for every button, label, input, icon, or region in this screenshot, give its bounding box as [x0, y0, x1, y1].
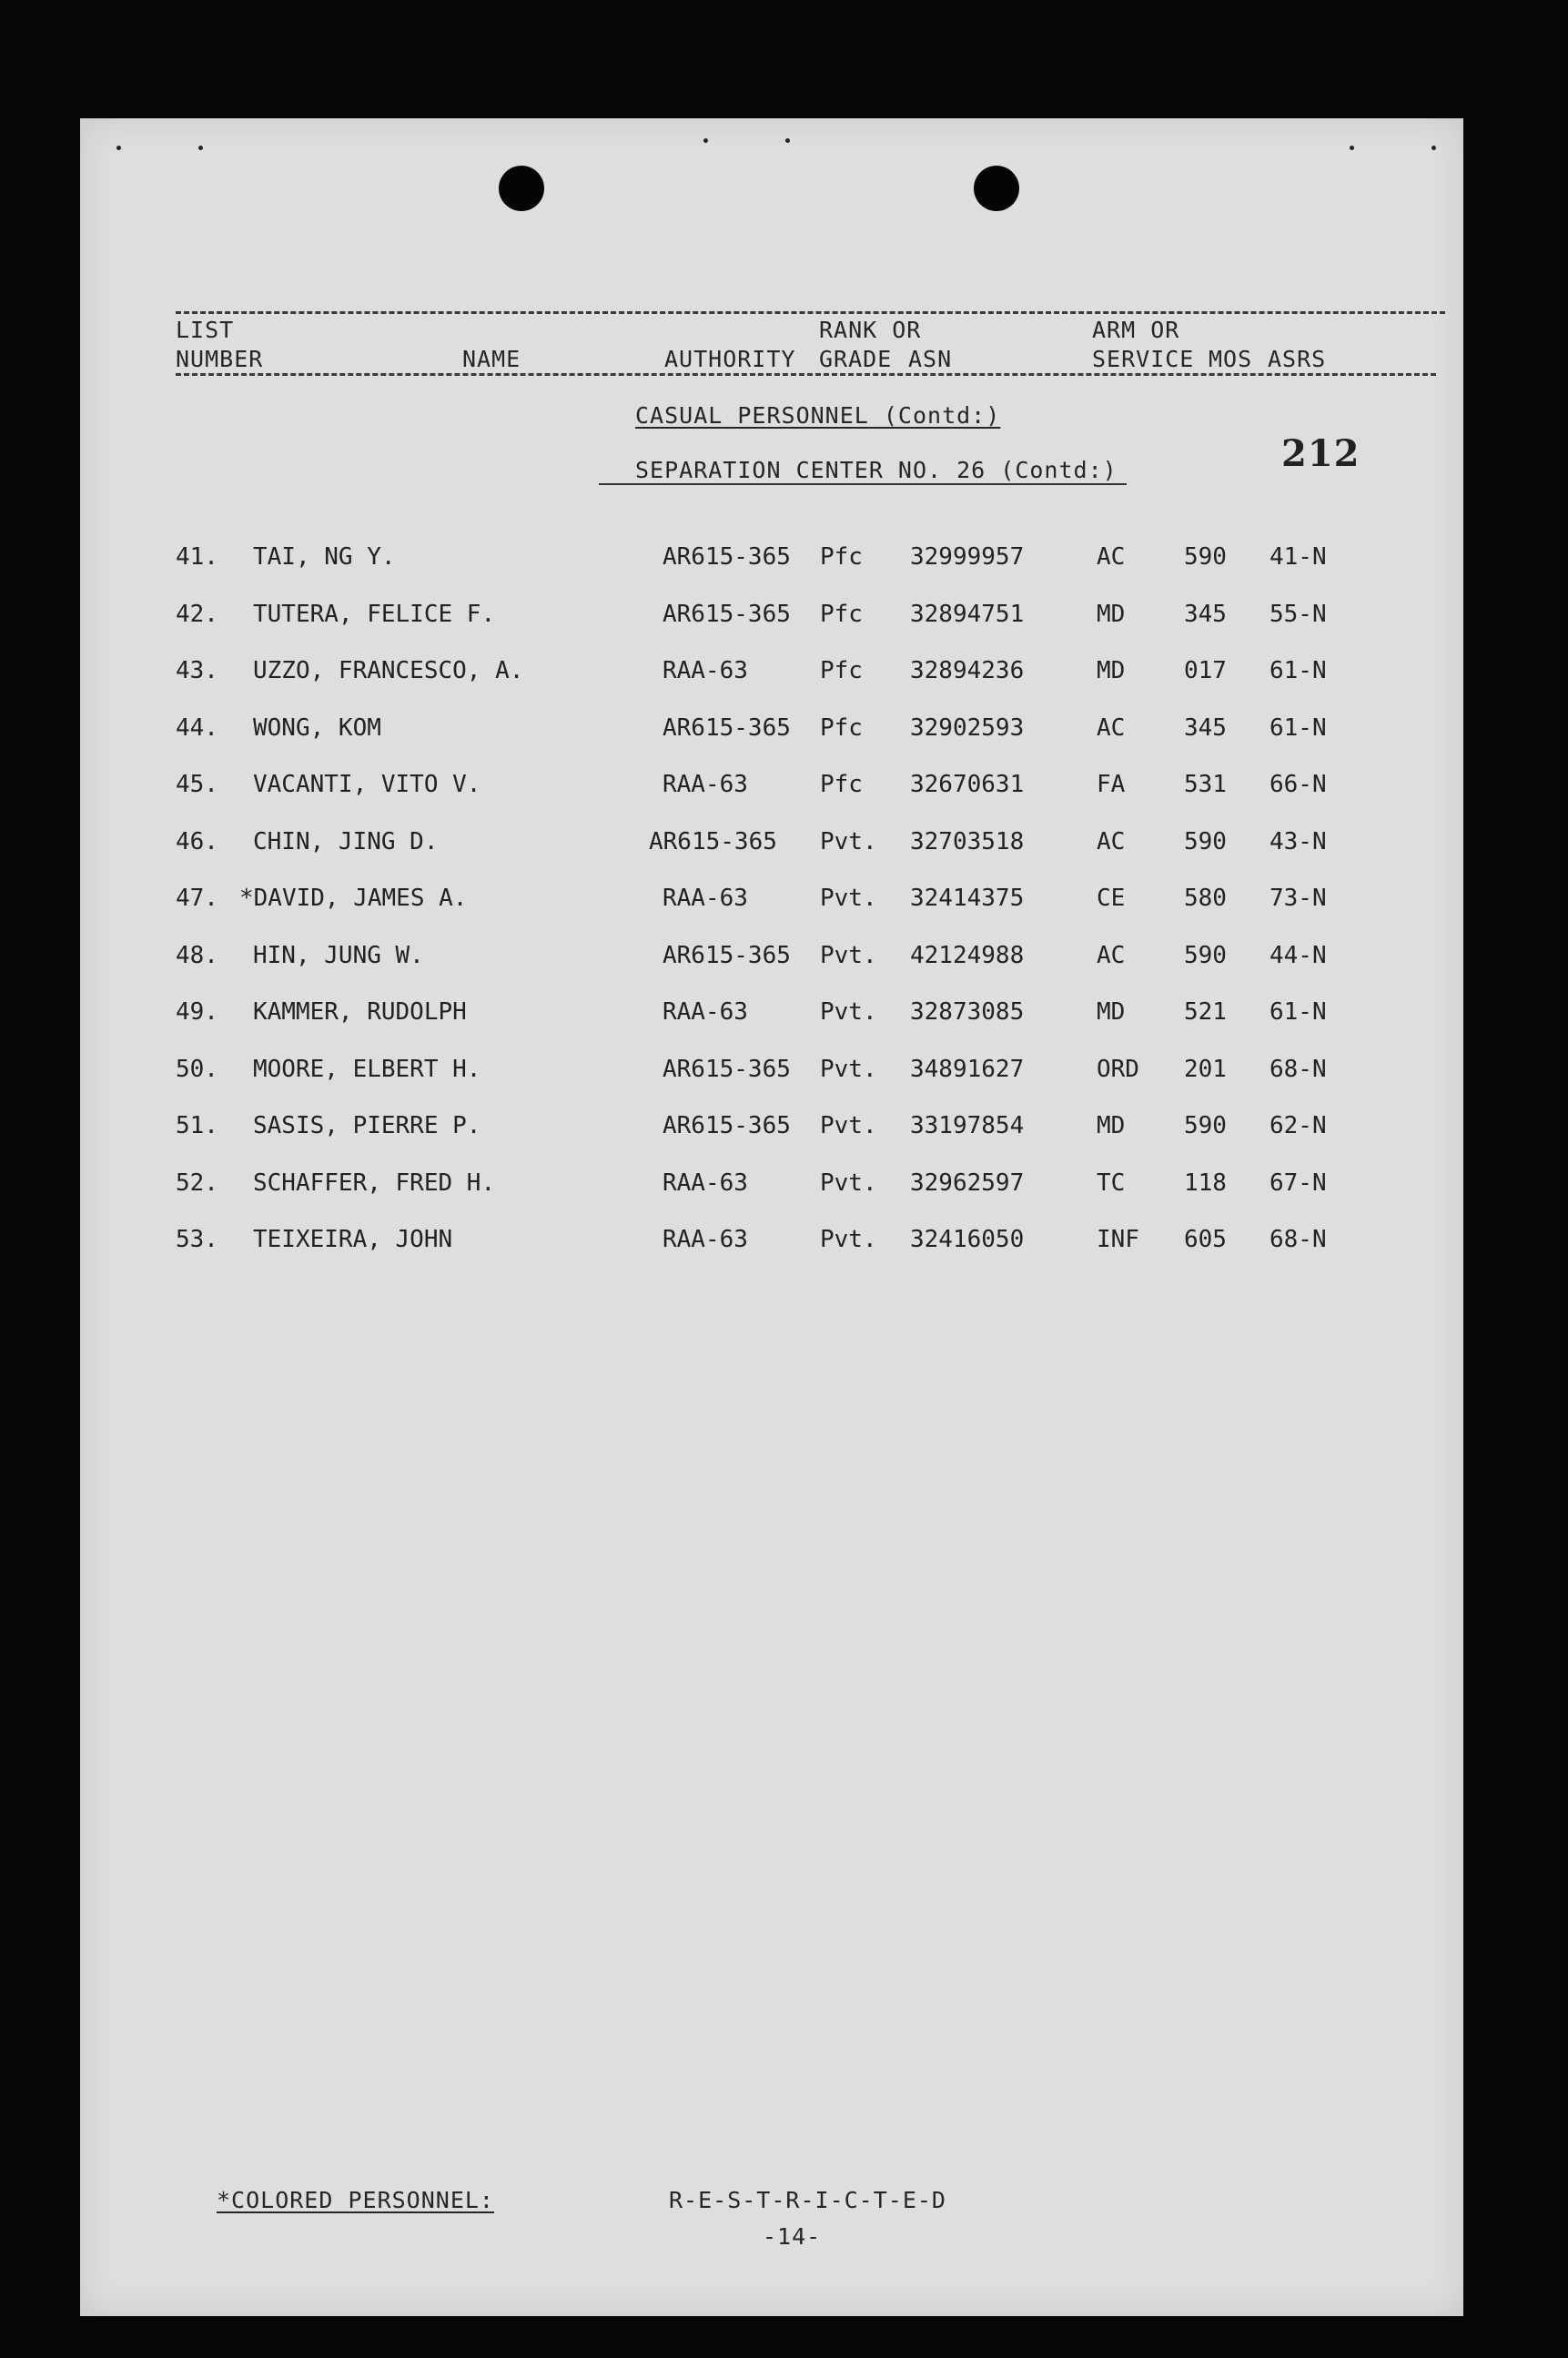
header-top-rule	[176, 311, 1445, 314]
row-asn: 32670631	[910, 771, 1025, 798]
row-mos: 590	[1184, 828, 1227, 855]
header-name-label: NAME	[462, 346, 521, 372]
table-row	[80, 769, 1463, 800]
row-asn: 42124988	[910, 942, 1025, 969]
row-number: 47.	[176, 885, 218, 912]
row-asn: 32873085	[910, 998, 1025, 1026]
row-authority: AR615-365	[663, 1112, 791, 1139]
row-arm-service: MD	[1097, 998, 1126, 1026]
punch-hole-left	[499, 166, 544, 211]
row-mos: 521	[1184, 998, 1227, 1026]
row-name: KAMMER, RUDOLPH	[253, 998, 467, 1026]
row-asn: 32902593	[910, 714, 1025, 742]
row-asrs: 66-N	[1270, 771, 1327, 798]
row-arm-service: AC	[1097, 714, 1126, 742]
row-grade: Pfc	[820, 657, 863, 684]
row-mos: 580	[1184, 885, 1227, 912]
row-authority: RAA-63	[663, 1169, 748, 1197]
table-row	[80, 1110, 1463, 1141]
row-asn: 32962597	[910, 1169, 1025, 1197]
row-number: 49.	[176, 998, 218, 1026]
row-arm-service: TC	[1097, 1169, 1126, 1197]
row-number: 45.	[176, 771, 218, 798]
row-asrs: 55-N	[1270, 601, 1327, 628]
header-list-label: LIST	[176, 317, 235, 343]
row-name: TUTERA, FELICE F.	[253, 601, 496, 628]
row-asrs: 43-N	[1270, 828, 1327, 855]
row-asrs: 68-N	[1270, 1056, 1327, 1083]
row-grade: Pfc	[820, 601, 863, 628]
row-number: 48.	[176, 942, 218, 969]
row-arm-service: INF	[1097, 1226, 1139, 1253]
row-mos: 118	[1184, 1169, 1227, 1197]
row-asrs: 61-N	[1270, 714, 1327, 742]
row-grade: Pvt.	[820, 1056, 877, 1083]
row-asrs: 61-N	[1270, 657, 1327, 684]
row-arm-service: AC	[1097, 543, 1126, 571]
speck	[785, 138, 790, 143]
section-title: CASUAL PERSONNEL (Contd:)	[635, 402, 1001, 429]
table-row	[80, 1168, 1463, 1199]
table-row	[80, 883, 1463, 914]
row-mos: 531	[1184, 771, 1227, 798]
row-name: SASIS, PIERRE P.	[253, 1112, 481, 1139]
row-asrs: 67-N	[1270, 1169, 1327, 1197]
row-authority: RAA-63	[663, 657, 748, 684]
row-asn: 33197854	[910, 1112, 1025, 1139]
row-arm-service: CE	[1097, 885, 1126, 912]
row-mos: 605	[1184, 1226, 1227, 1253]
row-name: CHIN, JING D.	[253, 828, 439, 855]
row-number: 46.	[176, 828, 218, 855]
punch-hole-right	[974, 166, 1019, 211]
row-grade: Pvt.	[820, 1226, 877, 1253]
row-asn: 32999957	[910, 543, 1025, 571]
row-name: UZZO, FRANCESCO, A.	[253, 657, 524, 684]
row-grade: Pfc	[820, 771, 863, 798]
row-asn: 34891627	[910, 1056, 1025, 1083]
row-authority: AR615-365	[663, 1056, 791, 1083]
row-asrs: 68-N	[1270, 1226, 1327, 1253]
table-row	[80, 1054, 1463, 1085]
row-asn: 32894236	[910, 657, 1025, 684]
row-name: TEIXEIRA, JOHN	[253, 1226, 453, 1253]
row-mos: 017	[1184, 657, 1227, 684]
row-name: TAI, NG Y.	[253, 543, 396, 571]
row-number: 43.	[176, 657, 218, 684]
footer-colored-personnel-note: *COLORED PERSONNEL:	[217, 2187, 494, 2213]
speck	[198, 146, 203, 150]
table-row	[80, 541, 1463, 572]
header-asn-label: ASN	[908, 346, 953, 372]
row-authority: RAA-63	[663, 885, 748, 912]
table-row	[80, 655, 1463, 686]
table-row	[80, 940, 1463, 971]
header-bottom-rule	[176, 373, 1436, 376]
table-row	[80, 826, 1463, 857]
row-authority: RAA-63	[663, 1226, 748, 1253]
row-mos: 590	[1184, 1112, 1227, 1139]
header-grade-label: GRADE	[819, 346, 893, 372]
row-asrs: 41-N	[1270, 543, 1327, 571]
row-grade: Pvt.	[820, 1169, 877, 1197]
row-number: 53.	[176, 1226, 218, 1253]
row-arm-service: MD	[1097, 601, 1126, 628]
row-asrs: 61-N	[1270, 998, 1327, 1026]
table-row	[80, 1224, 1463, 1255]
row-mos: 201	[1184, 1056, 1227, 1083]
speck	[116, 146, 121, 150]
row-grade: Pvt.	[820, 1112, 877, 1139]
row-name: WONG, KOM	[253, 714, 381, 742]
header-asrs-label: ASRS	[1268, 346, 1327, 372]
row-mos: 590	[1184, 942, 1227, 969]
row-number: 44.	[176, 714, 218, 742]
row-name: SCHAFFER, FRED H.	[253, 1169, 496, 1197]
row-authority: RAA-63	[663, 998, 748, 1026]
table-row	[80, 997, 1463, 1027]
row-authority: AR615-365	[649, 828, 777, 855]
row-grade: Pvt.	[820, 885, 877, 912]
row-arm-service: ORD	[1097, 1056, 1139, 1083]
row-authority: AR615-365	[663, 714, 791, 742]
table-row	[80, 599, 1463, 630]
row-mos: 590	[1184, 543, 1227, 571]
page-stamp-number: 212	[1281, 432, 1361, 475]
header-number-label: NUMBER	[176, 346, 264, 372]
footer-classification: R-E-S-T-R-I-C-T-E-D	[669, 2187, 946, 2213]
row-arm-service: AC	[1097, 828, 1126, 855]
section-subtitle: SEPARATION CENTER NO. 26 (Contd:)	[635, 457, 1118, 483]
row-authority: AR615-365	[663, 543, 791, 571]
document-page	[80, 118, 1463, 2316]
header-authority-label: AUTHORITY	[664, 346, 796, 372]
row-asn: 32416050	[910, 1226, 1025, 1253]
row-mos: 345	[1184, 714, 1227, 742]
row-mos: 345	[1184, 601, 1227, 628]
row-number: 50.	[176, 1056, 218, 1083]
row-grade: Pvt.	[820, 942, 877, 969]
row-number: 42.	[176, 601, 218, 628]
row-arm-service: AC	[1097, 942, 1126, 969]
row-number: 41.	[176, 543, 218, 571]
row-grade: Pfc	[820, 543, 863, 571]
row-authority: AR615-365	[663, 942, 791, 969]
row-number: 51.	[176, 1112, 218, 1139]
header-rank-label: RANK OR	[819, 317, 922, 343]
header-mos-label: MOS	[1209, 346, 1253, 372]
row-asrs: 44-N	[1270, 942, 1327, 969]
header-service-label: SERVICE	[1092, 346, 1195, 372]
speck	[1350, 146, 1354, 150]
row-name: VACANTI, VITO V.	[253, 771, 481, 798]
header-arm-label: ARM OR	[1092, 317, 1180, 343]
row-asrs: 62-N	[1270, 1112, 1327, 1139]
row-asn: 32894751	[910, 601, 1025, 628]
row-authority: RAA-63	[663, 771, 748, 798]
row-authority: AR615-365	[663, 601, 791, 628]
row-number: 52.	[176, 1169, 218, 1197]
row-grade: Pvt.	[820, 828, 877, 855]
row-name: MOORE, ELBERT H.	[253, 1056, 481, 1083]
row-grade: Pvt.	[820, 998, 877, 1026]
row-asn: 32414375	[910, 885, 1025, 912]
row-name: *DAVID, JAMES A.	[239, 885, 468, 912]
row-asn: 32703518	[910, 828, 1025, 855]
footer-page-number: -14-	[763, 2223, 822, 2250]
speck	[703, 138, 708, 143]
row-grade: Pfc	[820, 714, 863, 742]
speck	[1431, 146, 1436, 150]
row-asrs: 73-N	[1270, 885, 1327, 912]
row-arm-service: FA	[1097, 771, 1126, 798]
row-name: HIN, JUNG W.	[253, 942, 424, 969]
table-row	[80, 713, 1463, 744]
row-arm-service: MD	[1097, 1112, 1126, 1139]
row-arm-service: MD	[1097, 657, 1126, 684]
